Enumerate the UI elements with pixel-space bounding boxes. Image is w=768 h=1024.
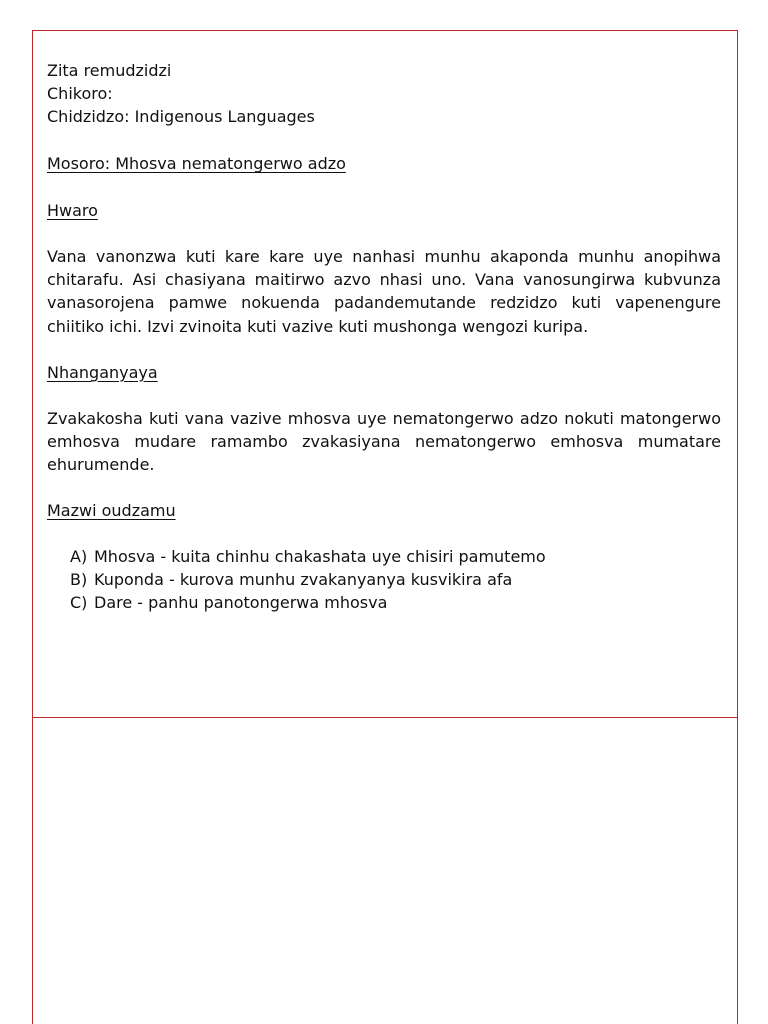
document-content bbox=[47, 59, 721, 614]
vocabulary-list bbox=[47, 545, 721, 614]
vocabulary-item bbox=[47, 568, 721, 591]
vocabulary-item-text: Kuponda - kurova munhu zvakanyanya kusvikira afa bbox=[94, 570, 513, 590]
objectives-paragraph: Zvakakosha kuti vana vazive mhosva uye nematongerwo adzo nokuti matongerwo emhosva mudare ramambo zvakasiyana nematongerwo emhosva mumatare ehurumende. bbox=[47, 408, 721, 475]
introduction-heading: Hwaro bbox=[47, 201, 98, 220]
topic-heading: Mosoro: Mhosva nematongerwo adzo bbox=[47, 154, 346, 173]
introduction-paragraph: Vana vanonzwa kuti kare kare uye nanhasi munhu akaponda munhu anopihwa chitarafu. Asi chasiyana maitirwo azvo nhasi uno. Vana vanosungirwa kubvunza vanasorojena pamwe nokuenda padandemutande redzidzo kuti vapenengure chiitiko ichi. Izvi zvinoita kuti vazive kuti mushonga wengozi kuripa. bbox=[47, 247, 721, 336]
list-marker: B) bbox=[70, 570, 88, 590]
frame-top-border bbox=[32, 30, 738, 31]
frame-left-border bbox=[32, 30, 33, 1024]
spacer bbox=[47, 128, 721, 152]
student-name-label: Zita remudzidzi bbox=[47, 61, 172, 80]
vocabulary-item bbox=[47, 545, 721, 568]
list-marker: C) bbox=[70, 593, 88, 613]
spacer bbox=[47, 338, 721, 361]
spacer bbox=[47, 476, 721, 499]
list-marker: A) bbox=[70, 547, 88, 567]
objectives-heading: Nhanganyaya bbox=[47, 362, 158, 382]
vocabulary-item bbox=[47, 591, 721, 614]
spacer bbox=[47, 222, 721, 245]
spacer bbox=[47, 522, 721, 545]
frame-right-border bbox=[737, 30, 738, 1024]
vocabulary-heading: Mazwi oudzamu bbox=[47, 501, 176, 521]
spacer bbox=[47, 384, 721, 407]
vocabulary-item-text: Dare - panhu panotongerwa mhosva bbox=[94, 593, 388, 613]
vocabulary-item-text: Mhosva - kuita chinhu chakashata uye chisiri pamutemo bbox=[94, 547, 546, 567]
subject-label: Chidzidzo: Indigenous Languages bbox=[47, 107, 315, 126]
school-label: Chikoro: bbox=[47, 84, 113, 103]
frame-divider bbox=[32, 717, 738, 718]
spacer bbox=[47, 175, 721, 199]
